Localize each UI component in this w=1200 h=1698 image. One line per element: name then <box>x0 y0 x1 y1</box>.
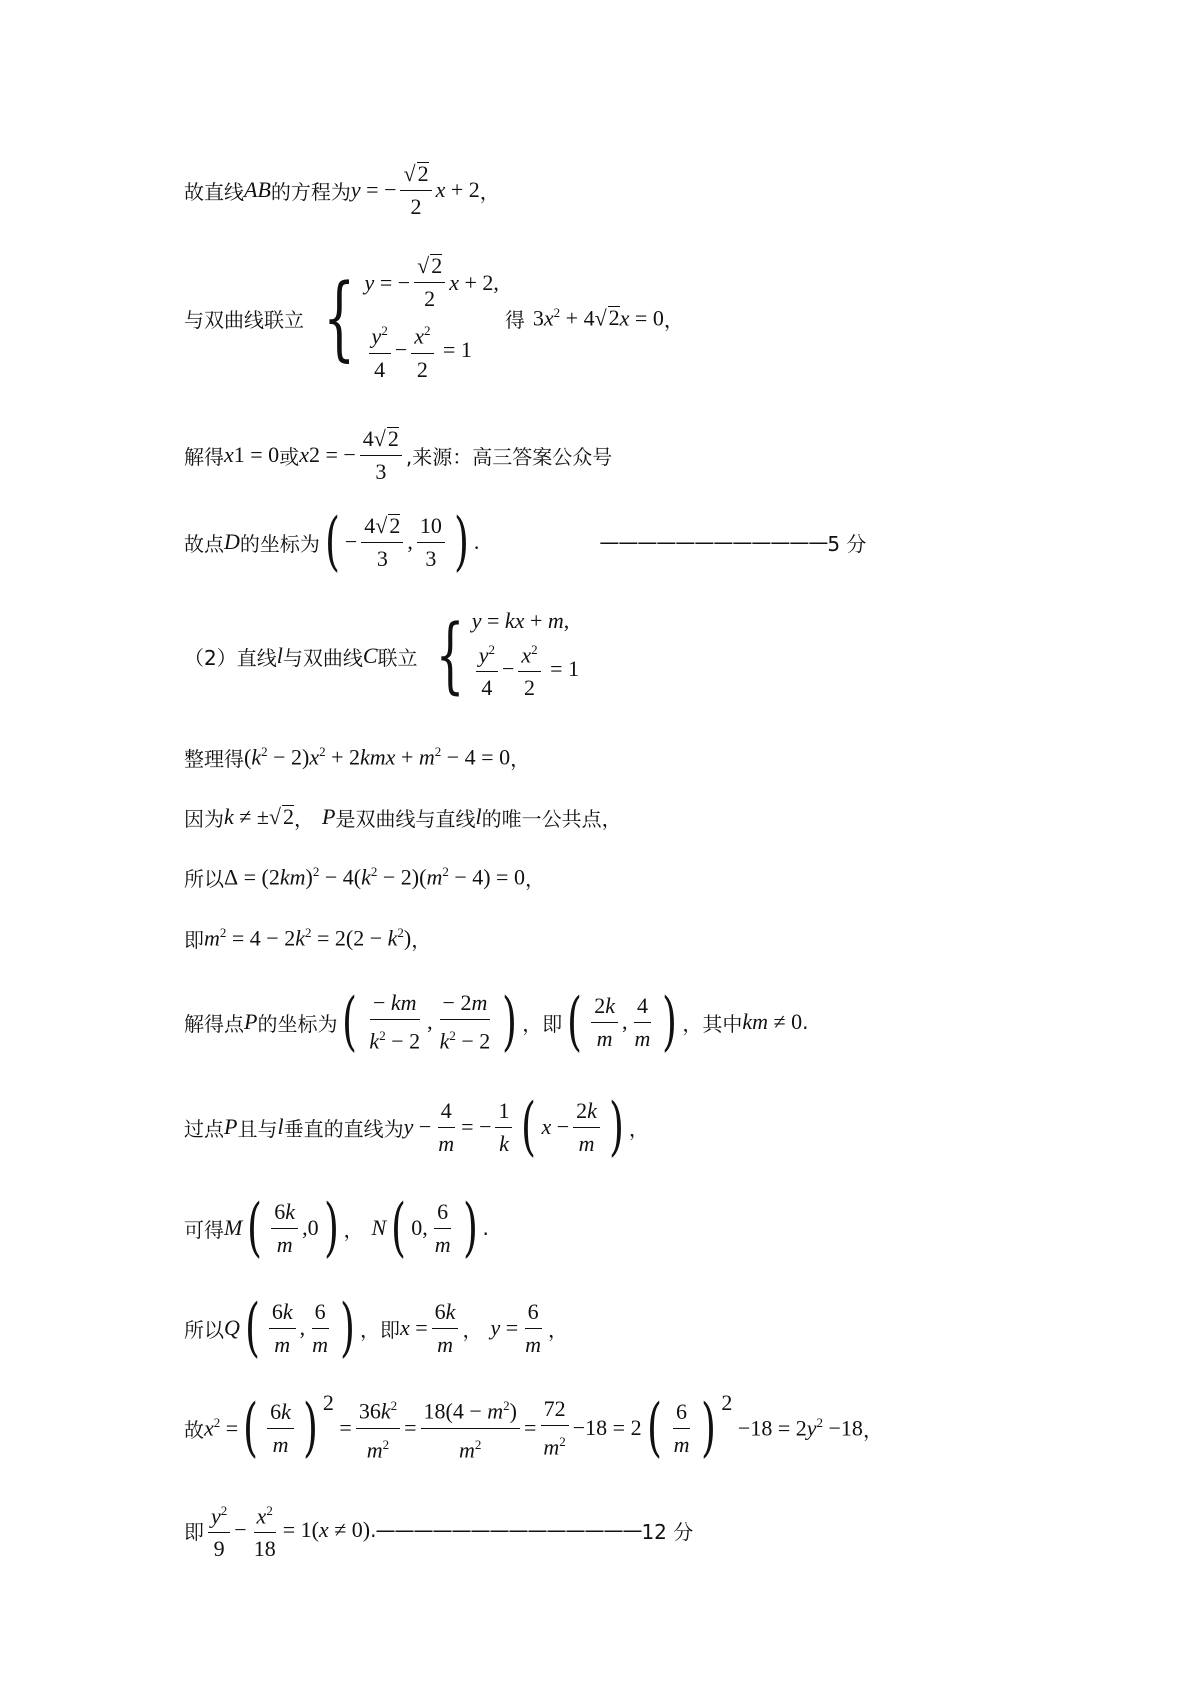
text: 所以 <box>184 866 224 891</box>
math-var: l <box>276 643 283 668</box>
text: 的坐标为 <box>257 1011 338 1036</box>
math-var: D <box>224 529 240 554</box>
text: （2）直线 <box>184 645 277 670</box>
line-8: 所以 $\Delta = (2km)^2 - 4(k^2 - 2)(m^2 - 4) = 0$ ， <box>184 863 545 891</box>
text: 联立 <box>377 645 418 670</box>
math-var: P <box>224 1114 238 1139</box>
line-1: 故直线 AB 的方程为 y = − $\frac{√2}{2}$ x + 2 ， <box>184 150 500 230</box>
text: 且与 <box>237 1116 278 1141</box>
text: ， <box>343 1217 364 1242</box>
text: 与双曲线联立 <box>184 307 304 332</box>
text: 即 <box>184 927 204 952</box>
punct: ， <box>411 927 432 952</box>
text: ， <box>294 806 314 831</box>
line-5 <box>184 600 585 712</box>
text: 所以 <box>184 1317 224 1342</box>
math-var: P <box>244 1009 258 1034</box>
punct: ， <box>479 179 500 204</box>
text: 的唯一公共点， <box>481 806 622 831</box>
text: 是双曲线与直线 <box>335 806 476 831</box>
punct: ， <box>862 1417 883 1442</box>
punct: ， <box>663 307 684 332</box>
math-var: P <box>322 804 336 829</box>
text: 过点 <box>184 1116 224 1141</box>
line-12: 可得 M ( $\frac{6k}{m}$ ,0 ) ， N ( 0, $\frac{6}{m}$ ) . <box>184 1191 489 1265</box>
line-6: 整理得 $(k^2 - 2)x^2 + 2kmx + m^2 - 4 = 0$ ， <box>184 743 531 771</box>
equation-system: { y = − $\frac{√2}{2}$ x + 2, $\frac{y^2}{4}$ − $\frac{x^2}{2}$ = 1 <box>310 250 499 385</box>
text: ，即 <box>359 1317 400 1342</box>
score: 12 分 <box>641 1519 694 1544</box>
text: 垂直的直线为 <box>283 1116 404 1141</box>
text: 故 <box>184 1417 204 1442</box>
math-var: C <box>362 643 378 668</box>
text: 故点 <box>184 531 224 556</box>
text: 得 <box>504 307 525 332</box>
line-11: 过点 P 且与 l 垂直的直线为 y − $\frac{4}{m}$ = − $\frac{1}{k}$ ( x − $\frac{2k}{m}$ ) ， <box>184 1090 649 1164</box>
line-9: 即 $m^2 = 4 - 2k^2 = 2(2 - k^2)$ ， <box>184 924 432 952</box>
text: 可得 <box>184 1217 224 1242</box>
math-var: l <box>277 1114 284 1139</box>
line-2: 与双曲线联立 { y = − $\frac{√2}{2}$ x + 2, $\frac{y^2}{4}$ − $\frac{x^2}{2}$ = 1 得 $3x^2 + 4√2x = 0$ ， <box>184 250 684 386</box>
text: ，其中 <box>682 1011 743 1036</box>
math-var: AB <box>244 177 271 202</box>
score-rule: ———————————— <box>599 530 828 554</box>
text: ，即 <box>522 1011 563 1036</box>
text: 与双曲线 <box>282 645 363 670</box>
text: . <box>802 1010 809 1034</box>
text: 故直线 <box>184 179 244 204</box>
text: 或 <box>279 444 300 469</box>
line-7: 因为 k ≠ ±√2 ， P 是双曲线与直线 l 的唯一公共点， <box>184 804 622 831</box>
line-3: 解得 x 1 = 0 或 x 2 = − $\frac{4√2}{3}$ ,来源：高三答案公众号 <box>184 415 612 495</box>
line-13: 所以 Q ( $\frac{6k}{m}$ , $\frac{6}{m}$ ) ，即 x = $\frac{6k}{m}$ ， y = $\frac{6}{m}$ ， <box>184 1291 569 1365</box>
math: y <box>350 177 361 202</box>
equation-system: { y = kx + m, $\frac{y^2}{4}$ − $\frac{x^2}{2}$ = 1 <box>435 607 580 703</box>
fraction: $\frac{√2}{2}$ <box>400 158 431 223</box>
line-10: 解得点 P 的坐标为 ( $\frac{- km}{k^2 - 2}$ , $\frac{- 2m}{k^2 - 2}$ ) ，即 ( $\frac{2k}{m}$ , $\frac{4}{m}$ ) ，其中 km ≠ 0 . <box>184 985 809 1059</box>
text: 整理得 <box>184 746 244 771</box>
line-15: 即 $\frac{y^2}{9}$ − $\frac{x^2}{18}$ = 1(x ≠ 0) .—————————————— 12 分 <box>184 1488 693 1572</box>
text: 解得点 <box>184 1011 244 1036</box>
text: 因为 <box>184 806 224 831</box>
text: 即 <box>184 1519 204 1544</box>
score-rule: .—————————————— <box>370 1518 642 1542</box>
math-var: l <box>475 804 482 829</box>
score: 5 分 <box>827 531 867 556</box>
punct: ， <box>510 746 531 771</box>
line-14: 故 $x^2$ = ( $\frac{6k}{m}$ ) 2 = $\frac{36k^2}{m^2}$ = $\frac{18(4 - m^2)}{m^2}$ = $\frac{72}{m^2}$ −18 = 2 ( $\frac{6}{m}$ ) 2 $-18 = 2y^2 -18$ ， <box>184 1390 883 1465</box>
text: 解得 <box>184 444 224 469</box>
text: 的坐标为 <box>239 531 320 556</box>
text: ， <box>462 1317 483 1342</box>
punct: ， <box>628 1116 649 1141</box>
punct: ， <box>524 866 545 891</box>
text: 的方程为 <box>270 179 351 204</box>
source-note: ,来源：高三答案公众号 <box>405 444 613 469</box>
punct: ， <box>548 1317 569 1342</box>
line-4: 故点 D 的坐标为 ( − $\frac{4√2}{3}$ , $\frac{10}{3}$ ) . ———————————— 5 分 <box>184 505 867 579</box>
text: . <box>482 1216 489 1240</box>
